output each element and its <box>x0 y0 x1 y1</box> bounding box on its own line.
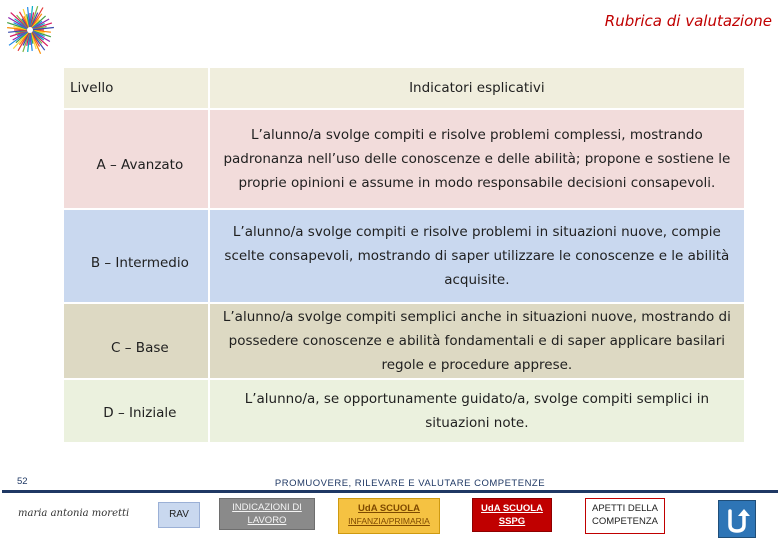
footer-title: PROMUOVERE, RILEVARE E VALUTARE COMPETENZE <box>274 478 546 489</box>
column-header-indicators: Indicatori esplicativi <box>210 68 744 108</box>
indicator-cell: L’alunno/a, se opportunamente guidato/a, svolge compiti semplici in situazioni note. <box>210 380 744 442</box>
page-number: 52 <box>17 476 28 487</box>
table-header-row <box>64 68 744 108</box>
button-label-line-1: INDICAZIONI DI <box>232 502 302 513</box>
indicazioni-di-lavoro-button[interactable] <box>219 498 315 530</box>
button-label-line-2: LAVORO <box>247 515 287 526</box>
button-label-line-1: UdA SCUOLA <box>481 503 543 514</box>
button-label-line-2: SSPG <box>498 516 526 527</box>
column-header-level: Livello <box>64 68 208 108</box>
back-button[interactable] <box>718 500 756 538</box>
uda-sspg-button[interactable] <box>472 498 552 532</box>
table-row-iniziale <box>64 380 744 442</box>
button-label-line-2: INFANZIA/PRIMARIA <box>348 516 430 526</box>
indicator-cell: L’alunno/a svolge compiti e risolve problemi in situazioni nuove, compie scelte consapevoli, mostrando di saper utilizzare le conoscenze e le abilità acquisite. <box>210 210 744 302</box>
table-row-avanzato <box>64 110 744 208</box>
uda-infanzia-primaria-button[interactable] <box>338 498 440 534</box>
table-row-base <box>64 304 744 378</box>
level-cell: B – Intermedio <box>64 210 208 302</box>
level-cell: A – Avanzato <box>64 110 208 208</box>
indicator-cell: L’alunno/a svolge compiti semplici anche in situazioni nuove, mostrando di possedere conoscenze e abilità fondamentali e di saper applicare basilari regole e procedure apprese. <box>210 304 744 378</box>
table-row-intermedio <box>64 210 744 302</box>
button-label-line-1: UdA SCUOLA <box>358 503 420 514</box>
footer-divider <box>2 490 778 493</box>
starburst-logo <box>2 2 58 58</box>
rav-button-label: RAV <box>169 509 189 520</box>
button-label-line-2: COMPETENZA <box>592 516 658 527</box>
rubric-table <box>62 66 746 444</box>
return-arrow-icon <box>719 501 755 537</box>
level-cell: D – Iniziale <box>64 380 208 442</box>
aspetti-competenza-button[interactable] <box>585 498 665 534</box>
rav-button[interactable] <box>158 502 200 528</box>
page-title: Rubrica di valutazione <box>604 12 772 30</box>
button-label-line-1: APETTI DELLA <box>592 503 658 514</box>
level-cell: C – Base <box>64 304 208 378</box>
author-name: maria antonia moretti <box>18 508 130 519</box>
indicator-cell: L’alunno/a svolge compiti e risolve problemi complessi, mostrando padronanza nell’uso delle conoscenze e delle abilità; propone e sostiene le proprie opinioni e assume in modo responsabile decisioni consapevoli. <box>210 110 744 208</box>
